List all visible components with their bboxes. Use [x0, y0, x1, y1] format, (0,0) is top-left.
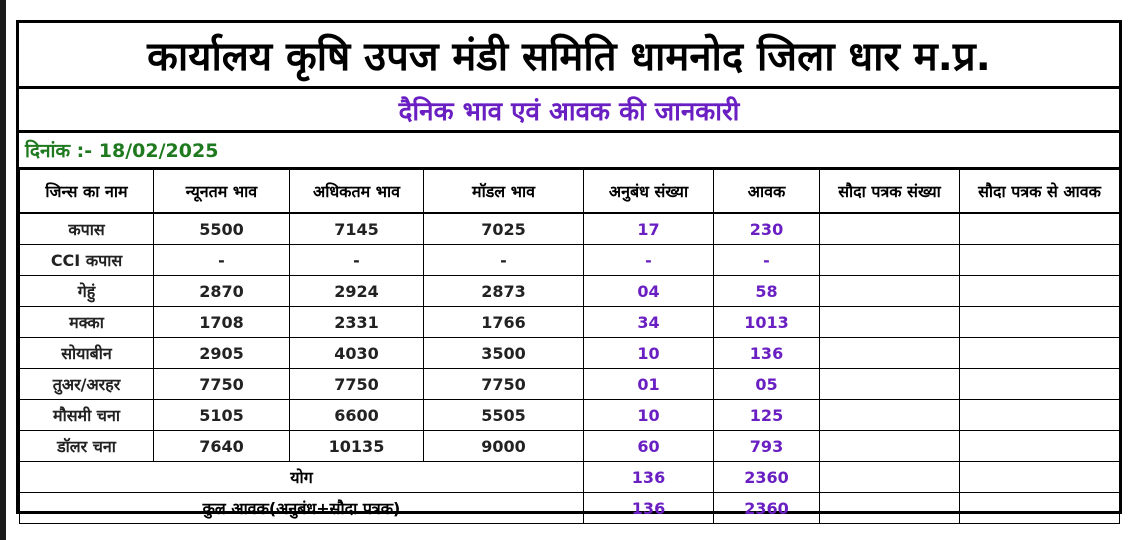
deal-arrival: [960, 369, 1120, 400]
commodity-name: मौसमी चना: [20, 400, 154, 431]
commodity-name: कपास: [20, 213, 154, 245]
deal-arrival: [960, 307, 1120, 338]
model-price: 7025: [424, 213, 584, 245]
deal-count: [820, 338, 960, 369]
max-price: 2924: [290, 276, 424, 307]
deal-count: [820, 276, 960, 307]
min-price: 1708: [154, 307, 290, 338]
arrival: 1013: [714, 307, 820, 338]
deal-count: [820, 369, 960, 400]
table-row: [20, 307, 1120, 338]
max-price: 7145: [290, 213, 424, 245]
deal-arrival: [960, 213, 1120, 245]
deal-count: [820, 400, 960, 431]
grand-total-arrival: 2360: [714, 493, 820, 524]
header-arrival: आवक: [714, 170, 820, 214]
min-price: 5500: [154, 213, 290, 245]
contract-count: 01: [584, 369, 714, 400]
office-title: कार्यालय कृषि उपज मंडी समिति धामनोद जिला धार म.प्र.: [19, 23, 1119, 89]
total-label: योग: [20, 462, 584, 493]
total-row: [20, 462, 1120, 493]
commodity-name: तुअर/अरहर: [20, 369, 154, 400]
model-price: -: [424, 245, 584, 276]
model-price: 1766: [424, 307, 584, 338]
min-price: 2905: [154, 338, 290, 369]
contract-count: 34: [584, 307, 714, 338]
header-commodity: जिन्स का नाम: [20, 170, 154, 214]
grand-total-deal-count: [820, 493, 960, 524]
max-price: 7750: [290, 369, 424, 400]
deal-arrival: [960, 400, 1120, 431]
commodity-name: मक्का: [20, 307, 154, 338]
table-row: [20, 245, 1120, 276]
deal-arrival: [960, 276, 1120, 307]
contract-count: 60: [584, 431, 714, 462]
table-row: [20, 431, 1120, 462]
model-price: 9000: [424, 431, 584, 462]
arrival: 136: [714, 338, 820, 369]
min-price: -: [154, 245, 290, 276]
header-min-price: न्यूनतम भाव: [154, 170, 290, 214]
deal-count: [820, 431, 960, 462]
deal-arrival: [960, 338, 1120, 369]
deal-count: [820, 307, 960, 338]
model-price: 3500: [424, 338, 584, 369]
grand-total-contracts: 136: [584, 493, 714, 524]
header-contract-count: अनुबंध संख्या: [584, 170, 714, 214]
min-price: 7640: [154, 431, 290, 462]
min-price: 2870: [154, 276, 290, 307]
commodity-name: CCI कपास: [20, 245, 154, 276]
min-price: 5105: [154, 400, 290, 431]
header-max-price: अधिकतम भाव: [290, 170, 424, 214]
grand-total-row: [20, 493, 1120, 524]
deal-arrival: [960, 431, 1120, 462]
max-price: 4030: [290, 338, 424, 369]
model-price: 2873: [424, 276, 584, 307]
arrival: 125: [714, 400, 820, 431]
contract-count: 04: [584, 276, 714, 307]
table-row: [20, 213, 1120, 245]
table-row: [20, 276, 1120, 307]
mandi-rate-sheet: [16, 20, 1122, 518]
arrival: 05: [714, 369, 820, 400]
grand-total-deal-arrival: [960, 493, 1120, 524]
header-model-price: मॉडल भाव: [424, 170, 584, 214]
grand-total-label: कुल आवक(अनुबंध+सौदा पत्रक): [20, 493, 584, 524]
table-row: [20, 400, 1120, 431]
table-row: [20, 369, 1120, 400]
left-edge-strip: [0, 0, 6, 540]
arrival: 793: [714, 431, 820, 462]
max-price: 10135: [290, 431, 424, 462]
min-price: 7750: [154, 369, 290, 400]
rates-table: [19, 169, 1120, 524]
report-date: दिनांक :- 18/02/2025: [19, 133, 1119, 169]
max-price: -: [290, 245, 424, 276]
contract-count: 10: [584, 338, 714, 369]
report-subtitle: दैनिक भाव एवं आवक की जानकारी: [19, 89, 1119, 133]
arrival: -: [714, 245, 820, 276]
contract-count: 10: [584, 400, 714, 431]
commodity-name: गेहुं: [20, 276, 154, 307]
deal-arrival: [960, 245, 1120, 276]
header-deal-count: सौदा पत्रक संख्या: [820, 170, 960, 214]
deal-count: [820, 213, 960, 245]
contract-count: 17: [584, 213, 714, 245]
total-arrival: 2360: [714, 462, 820, 493]
commodity-name: डॉलर चना: [20, 431, 154, 462]
max-price: 6600: [290, 400, 424, 431]
total-deal-count: [820, 462, 960, 493]
deal-count: [820, 245, 960, 276]
arrival: 58: [714, 276, 820, 307]
total-contracts: 136: [584, 462, 714, 493]
table-header-row: [20, 170, 1120, 214]
contract-count: -: [584, 245, 714, 276]
commodity-name: सोयाबीन: [20, 338, 154, 369]
model-price: 7750: [424, 369, 584, 400]
model-price: 5505: [424, 400, 584, 431]
arrival: 230: [714, 213, 820, 245]
table-row: [20, 338, 1120, 369]
header-deal-arrival: सौदा पत्रक से आवक: [960, 170, 1120, 214]
max-price: 2331: [290, 307, 424, 338]
total-deal-arrival: [960, 462, 1120, 493]
